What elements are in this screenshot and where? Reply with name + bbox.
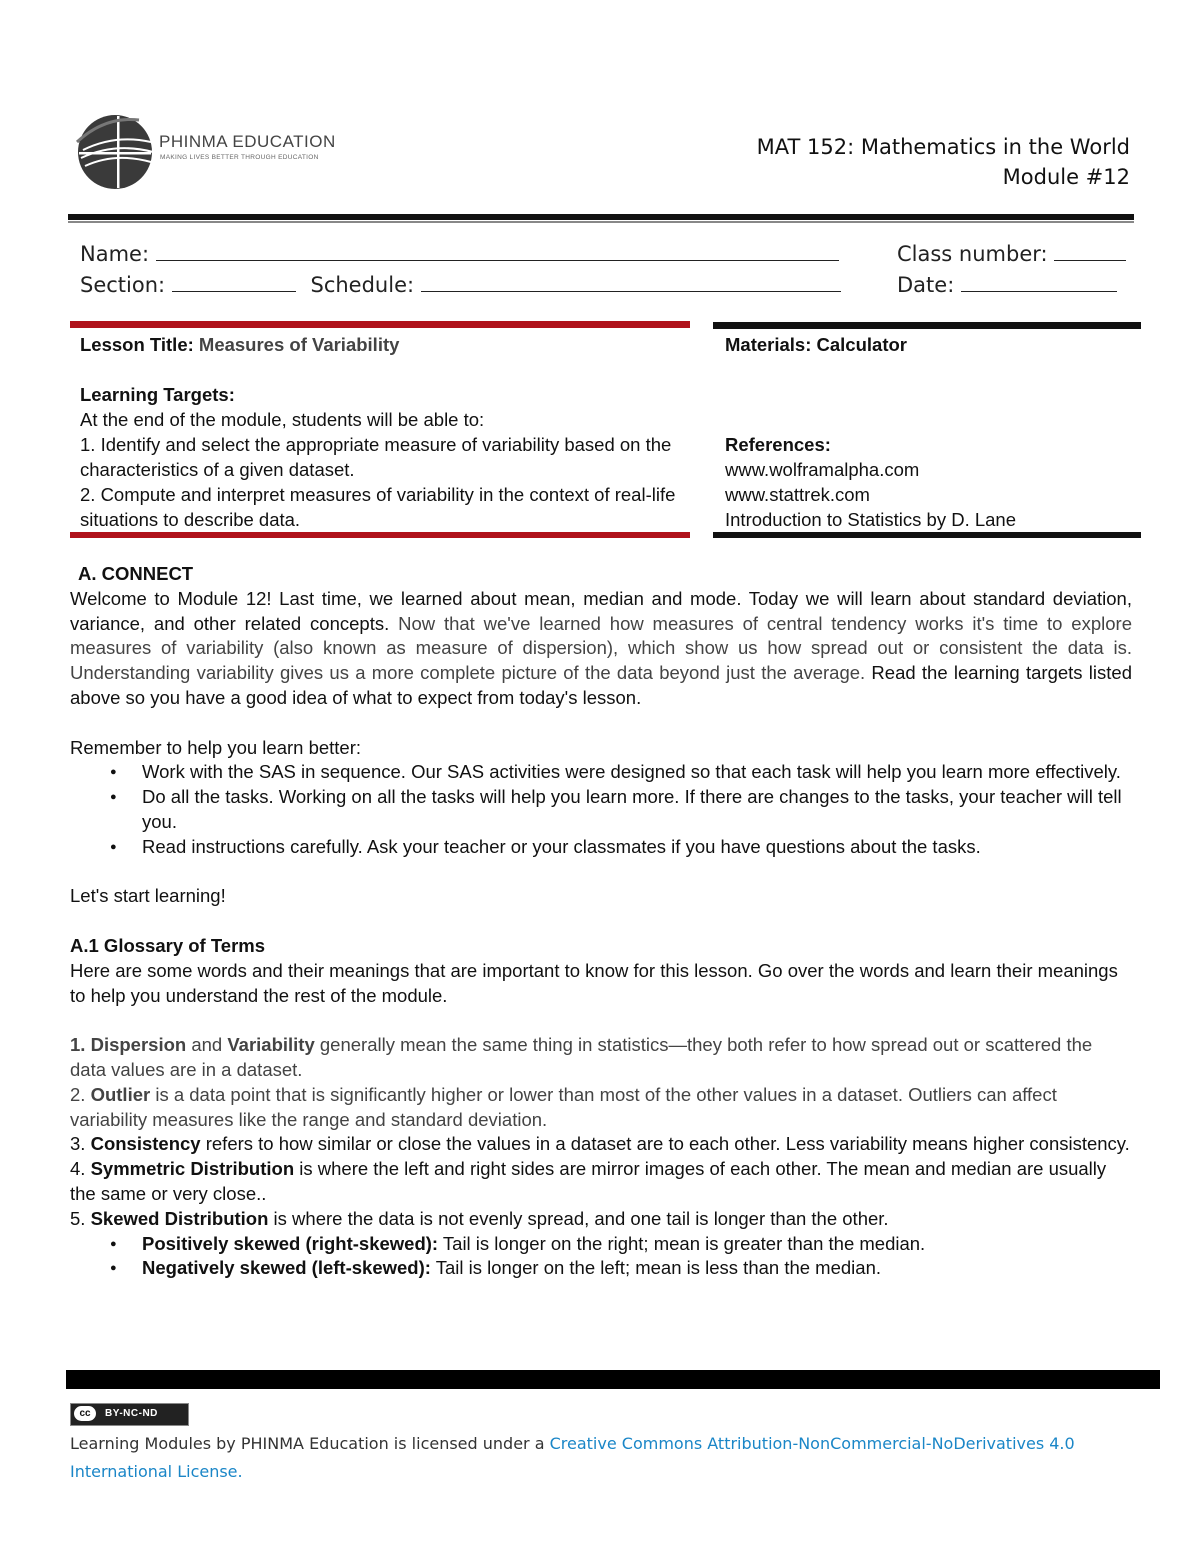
main-content xyxy=(70,562,1132,1281)
connect-text-3: Read the learning targets listed above so you have a good idea of what to expect from today's lesson. xyxy=(70,662,1132,708)
materials-box xyxy=(725,332,1135,532)
date-label: Date: xyxy=(897,273,955,297)
lesson-title-label: Lesson Title: xyxy=(80,334,194,355)
section-blank[interactable] xyxy=(172,273,296,292)
schedule-blank[interactable] xyxy=(421,273,841,292)
class-number-label: Class number: xyxy=(897,242,1048,266)
header-rule xyxy=(68,214,1134,220)
glossary-term-1: 1. Dispersion and Variability generally mean the same thing in statistics—they both refer to how spread out or scattered the data values are in a dataset. xyxy=(70,1034,1093,1080)
logo-tagline: MAKING LIVES BETTER THROUGH EDUCATION xyxy=(160,154,319,161)
class-number-blank[interactable] xyxy=(1054,242,1126,261)
glossary-term-4: 4. Symmetric Distribution is where the left and right sides are mirror images of each other. The mean and median are usually the same or very close.. xyxy=(70,1158,1107,1204)
logo-emblem-icon xyxy=(75,112,345,192)
glossary-term-3: 3. Consistency refers to how similar or close the values in a dataset are to each other. Less variability means higher consistency. xyxy=(70,1133,1130,1155)
reference-3: Introduction to Statistics by D. Lane xyxy=(725,509,1017,530)
materials-box-top-bar xyxy=(713,322,1141,329)
connect-text-2: Now that we've learned how measures of central tendency works it's time to explore measures of variability (also known as measure of dispersion), which show us how spread out or consistent the data is. Understanding variability gives us a more complete picture of the data beyond just the average. xyxy=(70,612,1132,684)
materials-box-bottom-bar xyxy=(713,532,1141,538)
reference-2: www.stattrek.com xyxy=(725,484,870,505)
license-link[interactable]: Creative Commons Attribution-NonCommercial-NoDerivatives 4.0 International License xyxy=(70,1434,1075,1481)
lesson-box-top-bar xyxy=(70,321,690,328)
connect-text-1: Welcome to Module 12! Last time, we learned about mean, median and mode. Today we will learn about standard deviation, variance, and other related concepts. xyxy=(70,587,1132,634)
footer-bar xyxy=(66,1370,1160,1389)
start-text: Let's start learning! xyxy=(70,885,226,907)
list-item: ● Negatively skewed (left-skewed): Tail is longer on the left; mean is less than the median. xyxy=(142,1256,1132,1281)
class-number-field-row xyxy=(897,242,1126,266)
learning-target-1: 1. Identify and select the appropriate measure of variability based on the characteristics of a given dataset. xyxy=(80,434,672,480)
phinma-logo xyxy=(75,112,345,192)
term-symmetric: Symmetric Distribution xyxy=(90,1158,295,1180)
lesson-box-bottom-bar xyxy=(70,532,690,538)
list-item: ● Positively skewed (right-skewed): Tail is longer on the right; mean is greater than the median. xyxy=(142,1232,1132,1257)
glossary-intro: Here are some words and their meanings that are important to know for this lesson. Go over the words and learn their meanings to help you understand the rest of the module. xyxy=(70,959,1118,1006)
list-item: ● Do all the tasks. Working on all the tasks will help you learn more. If there are changes to the tasks, your teacher will tell you. xyxy=(142,785,1132,835)
learning-targets-heading: Learning Targets: xyxy=(80,384,235,405)
module-number: Module #12 xyxy=(1002,165,1130,189)
skew-list xyxy=(70,1232,1132,1282)
term-consistency: Consistency xyxy=(90,1133,201,1155)
cc-license-badge[interactable] xyxy=(70,1403,189,1426)
date-field-row xyxy=(897,273,1117,297)
term-skewed: Skewed Distribution xyxy=(90,1207,269,1229)
header-rule-shadow xyxy=(68,221,1134,223)
term-variability: Variability xyxy=(227,1034,315,1056)
list-item: ● Read instructions carefully. Ask your teacher or your classmates if you have questions about the tasks. xyxy=(142,835,1132,860)
schedule-label: Schedule: xyxy=(310,273,415,297)
reference-1: www.wolframalpha.com xyxy=(725,459,920,480)
materials-label: Materials: Calculator xyxy=(725,334,907,355)
date-blank[interactable] xyxy=(961,273,1117,292)
name-blank[interactable] xyxy=(156,242,839,261)
connect-heading: A. CONNECT xyxy=(78,563,194,584)
section-label: Section: xyxy=(80,273,166,297)
glossary-term-5: 5. Skewed Distribution is where the data is not evenly spread, and one tail is longer than the other. xyxy=(70,1207,889,1229)
name-label: Name: xyxy=(80,242,150,266)
glossary-heading: A.1 Glossary of Terms xyxy=(70,934,266,956)
logo-name: PHINMA EDUCATION xyxy=(159,132,336,151)
course-title: MAT 152: Mathematics in the World xyxy=(756,135,1130,159)
learning-target-2: 2. Compute and interpret measures of variability in the context of real-life situations to describe data. xyxy=(80,484,676,530)
remember-text: Remember to help you learn better: xyxy=(70,736,362,758)
glossary-term-2: 2. Outlier is a data point that is significantly higher or lower than most of the other values in a dataset. Outliers can affect variability measures like the range and standard deviation. xyxy=(70,1083,1057,1130)
license-text: Learning Modules by PHINMA Education is licensed under a Creative Commons Attribution-NonCommercial-NoDerivatives 4.0 International License. xyxy=(70,1434,1075,1481)
targets-intro: At the end of the module, students will be able to: xyxy=(80,409,485,430)
name-field-row xyxy=(80,242,839,266)
section-field-row xyxy=(80,273,841,297)
tips-list xyxy=(70,760,1132,859)
term-dispersion: Dispersion xyxy=(90,1034,187,1056)
course-heading xyxy=(757,132,1130,192)
list-item: ● Work with the SAS in sequence. Our SAS activities were designed so that each task will help you learn more effectively. xyxy=(142,760,1132,785)
cc-icon: cc xyxy=(74,1406,96,1421)
lesson-title-value: Measures of Variability xyxy=(198,334,400,355)
references-heading: References: xyxy=(725,434,831,455)
term-outlier: Outlier xyxy=(90,1083,151,1105)
cc-badge-label: BY-NC-ND xyxy=(105,1408,158,1419)
connect-paragraph xyxy=(70,587,1132,711)
lesson-box xyxy=(80,332,685,532)
